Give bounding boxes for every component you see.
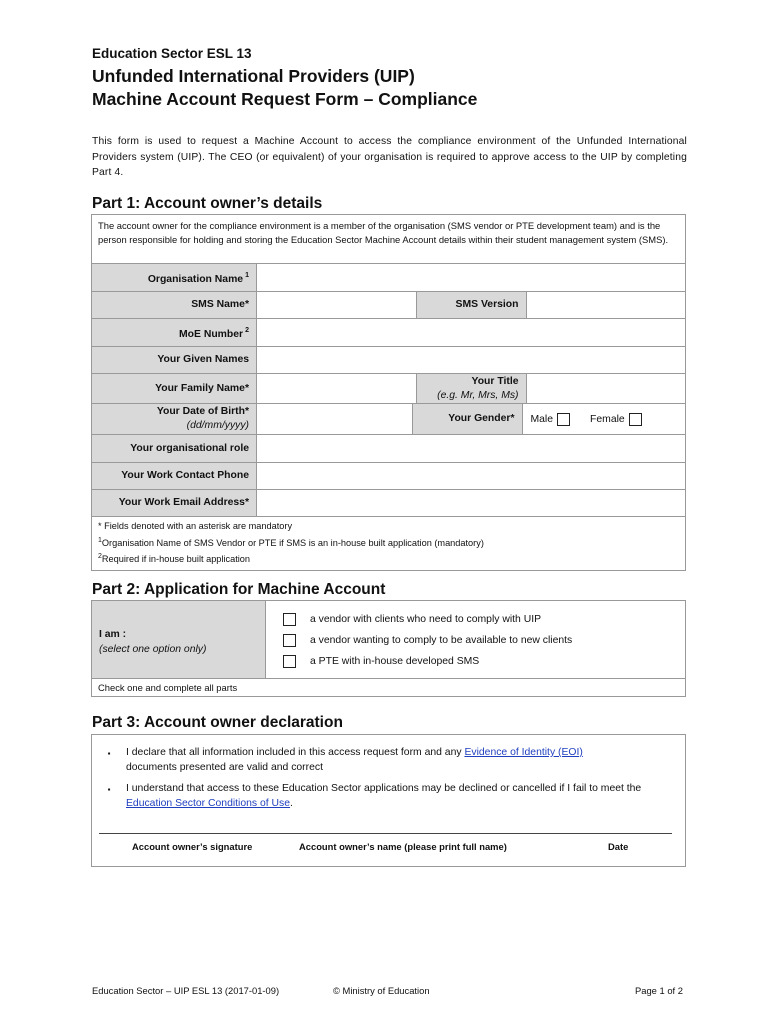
gender-male-label: Male (530, 413, 554, 425)
bullet-icon: ▪ (107, 749, 111, 758)
gender-options (523, 404, 686, 434)
gender-female-label: Female (590, 413, 625, 425)
bullet-icon: ▪ (107, 785, 111, 794)
org-name-label: Organisation Name $^1$ (92, 264, 257, 291)
title-label: Your Title (e.g. Mr, Mrs, Ms) (417, 374, 527, 403)
org-role-field[interactable] (257, 435, 685, 462)
row-sms (92, 292, 685, 319)
row-given-names (92, 347, 685, 374)
part2-options (266, 601, 685, 678)
note-1: $^1$Organisation Name of SMS Vendor or PTE if SMS is an in-house built application (mandatory) (98, 536, 484, 548)
work-email-field[interactable] (257, 490, 685, 516)
part1-notes (92, 517, 685, 570)
note-asterisk: * Fields denoted with an asterisk are mandatory (98, 521, 293, 531)
part2-footer: Check one and complete all parts (98, 682, 238, 693)
title-field[interactable] (527, 374, 686, 403)
org-role-label: Your organisational role (92, 435, 257, 462)
gender-female-checkbox[interactable] (629, 413, 642, 426)
row-dob (92, 404, 685, 435)
document-title (92, 65, 477, 111)
row-work-phone (92, 463, 685, 490)
date-label: Date (608, 841, 629, 852)
sms-name-field[interactable] (257, 292, 417, 318)
option-vendor-new-clients[interactable]: a vendor wanting to comply to be available to new clients (283, 630, 685, 651)
intro-paragraph: This form is used to request a Machine Account to access the compliance environment of the Unfunded International Providers system (UIP). The CEO (or equivalent) of your organisation is required to approve access to the UIP by completing Part 4. (92, 136, 687, 178)
name-label: Account owner’s name (please print full name) (299, 841, 507, 852)
work-phone-label: Your Work Contact Phone (92, 463, 257, 489)
option-pte-inhouse[interactable]: a PTE with in-house developed SMS (283, 651, 685, 672)
part2-table (91, 600, 686, 697)
option-checkbox[interactable] (283, 634, 296, 647)
org-name-field[interactable] (257, 264, 685, 291)
signature-label: Account owner’s signature (132, 841, 253, 852)
footer-copyright: © Ministry of Education (333, 985, 430, 996)
sms-name-label: SMS Name* (92, 292, 257, 318)
part1-description: The account owner for the compliance environment is a member of the organisation (SMS vendor or PTE development team) and is the person responsible for holding and storing the Education Sector Machine Account details within their student management system (SMS). (92, 215, 685, 264)
part2-label: I am : (select one option only) (92, 601, 266, 678)
part3-box (91, 734, 686, 867)
gender-label: Your Gender* (413, 404, 523, 434)
work-phone-field[interactable] (257, 463, 685, 489)
eoi-link[interactable]: Evidence of Identity (EOI) (464, 747, 583, 758)
part2-heading: Part 2: Application for Machine Account (92, 581, 386, 598)
footer-page-number: Page 1 of 2 (635, 985, 683, 996)
row-org-role (92, 435, 685, 463)
conditions-of-use-link[interactable]: Education Sector Conditions of Use (126, 798, 291, 809)
dob-label: Your Date of Birth* (dd/mm/yyyy) (92, 404, 257, 434)
footer-doc-ref: Education Sector – UIP ESL 13 (2017-01-09) (92, 985, 280, 996)
family-name-field[interactable] (257, 374, 417, 403)
part3-heading: Part 3: Account owner declaration (92, 714, 343, 731)
work-email-label: Your Work Email Address* (92, 490, 257, 516)
row-work-email (92, 490, 685, 517)
document-series: Education Sector ESL 13 (92, 46, 252, 61)
option-checkbox[interactable] (283, 655, 296, 668)
row-moe-number (92, 319, 685, 347)
moe-number-field[interactable] (257, 319, 685, 346)
note-2: $^2$Required if in-house built application (98, 553, 251, 564)
part1-table (91, 214, 686, 571)
part1-heading: Part 1: Account owner’s details (92, 195, 323, 212)
given-names-field[interactable] (257, 347, 685, 373)
title-line-2: Machine Account Request Form – Compliance (92, 89, 478, 109)
row-org-name (92, 264, 685, 292)
gender-male-checkbox[interactable] (557, 413, 570, 426)
row-family-name (92, 374, 685, 404)
declaration-1: ▪ I declare that all information included in this access request form and any Evidence of Identity (EOI) documents presented are valid and correct (96, 745, 671, 775)
title-line-1: Unfunded International Providers (UIP) (92, 66, 415, 86)
option-vendor-clients[interactable]: a vendor with clients who need to comply with UIP (283, 609, 685, 630)
moe-number-label: MoE Number $^2$ (92, 319, 257, 346)
dob-field[interactable] (257, 404, 413, 434)
option-checkbox[interactable] (283, 613, 296, 626)
signature-line (99, 833, 672, 834)
sms-version-field[interactable] (527, 292, 686, 318)
given-names-label: Your Given Names (92, 347, 257, 373)
sms-version-label: SMS Version (417, 292, 527, 318)
family-name-label: Your Family Name* (92, 374, 257, 403)
declaration-2: ▪ I understand that access to these Education Sector applications may be declined or cancelled if I fail to meet the Education Sector Conditions of Use. (96, 781, 671, 811)
